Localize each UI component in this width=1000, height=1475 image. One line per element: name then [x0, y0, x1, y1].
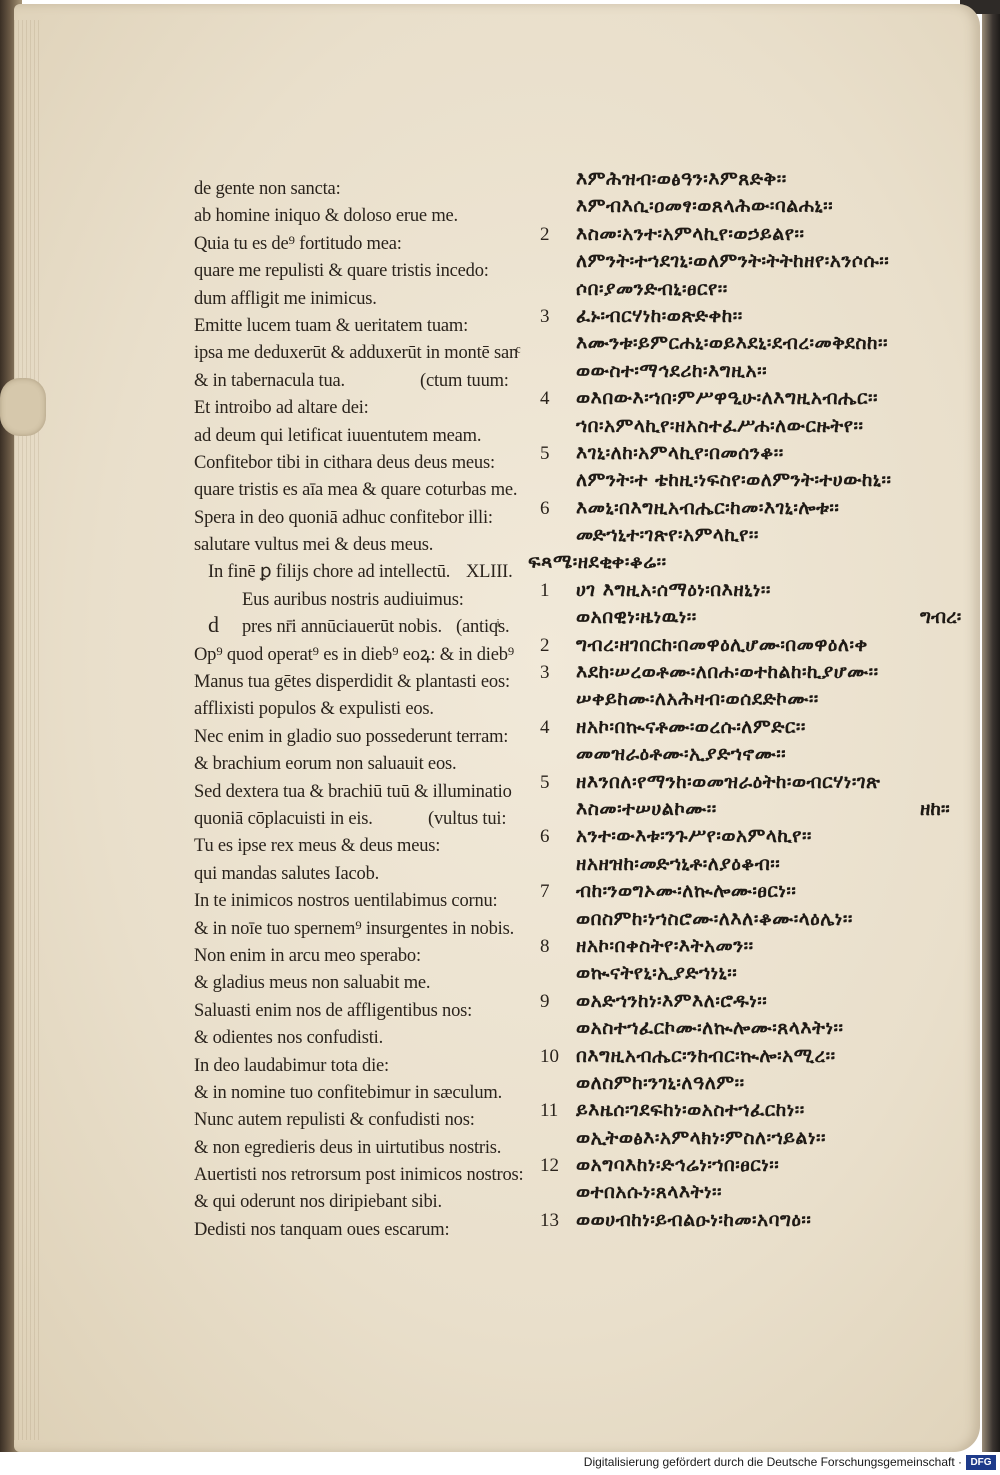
verse-number: 2: [540, 634, 550, 656]
latin-column: [194, 176, 534, 1244]
ethiopic-line-text: ፈኑ፡ብርሃነከ፡ወጽድቀከ፡፡: [576, 304, 743, 327]
ethiopic-line-text: አንተ፡ውእቱ፡ንጉሥየ፡ወአምላኪየ፡፡: [576, 825, 812, 848]
verse-number: 11: [540, 1100, 559, 1122]
book-binding-right: [982, 0, 1000, 1460]
latin-line: [194, 231, 534, 258]
ethiopic-line-text: ሶበ፡ያመንድብኒ፡ፀርየ፡፡: [576, 277, 728, 300]
verse-number: 5: [540, 771, 550, 793]
latin-line: [194, 998, 534, 1025]
drop-initial: d: [208, 612, 219, 637]
verse-number: 5: [540, 442, 550, 464]
latin-line: [194, 751, 534, 778]
ethiopic-line: [540, 1097, 960, 1124]
latin-line-text: In te inimicos nostros uentilabimus cornu:: [194, 891, 498, 912]
ethiopic-line-text: ወኢትወፅእ፡አምላክነ፡ምስለ፡ኀይልነ፡፡: [576, 1126, 826, 1149]
ethiopic-line: [528, 549, 960, 576]
latin-line: [194, 943, 534, 970]
verse-number: 3: [540, 305, 550, 327]
ethiopic-line-text: መድኀኒተ፡ገጽየ፡አምላኪየ፡፡: [576, 524, 759, 547]
latin-line: [194, 395, 534, 422]
verse-number: 6: [540, 497, 550, 519]
ethiopic-line: [540, 632, 960, 659]
latin-line: [194, 614, 534, 641]
verse-number: 12: [540, 1155, 559, 1177]
ethiopic-line: [540, 522, 960, 549]
ethiopic-line-text: ግብረ፡ዘገበርከ፡በመዋዕሊሆሙ፡በመዋዕለ፡ቀ: [576, 633, 868, 656]
ethiopic-line-text: ወአድኀንከነ፡እምእለ፡ሮዱነ፡፡: [576, 989, 768, 1012]
ethiopic-line-text: ሀገ እግዚአ፡ሰማዕነ፡በእዘኒነ፡፡: [576, 578, 771, 601]
latin-line: [194, 1053, 534, 1080]
ethiopic-line: [540, 878, 960, 905]
latin-line: [194, 1135, 534, 1162]
verse-number: 9: [540, 990, 550, 1012]
verse-number: 8: [540, 935, 550, 957]
latin-line: [194, 258, 534, 285]
ethiopic-catchword: ግብረ፡: [920, 606, 962, 629]
ethiopic-line: [540, 577, 960, 604]
ethiopic-line: [540, 988, 960, 1015]
latin-line-text: Auertisti nos retrorsum post inimicos nostros:: [194, 1165, 524, 1186]
latin-line: [194, 505, 534, 532]
ethiopic-line-text: ወተበአሱነ፡ጸላእትነ፡፡: [576, 1181, 723, 1204]
latin-line: [194, 642, 534, 669]
page-tab: [0, 378, 46, 436]
latin-line: [194, 203, 534, 230]
latin-line-text: & non egredieris deus in uirtutibus nostris.: [194, 1137, 502, 1158]
dfg-logo: DFG: [966, 1455, 996, 1470]
latin-line-text: Manus tua gētes disperdidit & plantasti eos:: [194, 672, 510, 693]
ethiopic-line: [540, 276, 960, 303]
latin-line: [194, 587, 534, 614]
latin-line: [194, 1080, 534, 1107]
ethiopic-line-text: ይእዜሰ፡ገደፍከነ፡ወአስተኀፈርከነ፡፡: [576, 1099, 805, 1122]
latin-line-text: Tu es ipse rex meus & deus meus:: [194, 836, 441, 857]
ethiopic-line-text: ወአግባእከነ፡ድኅሬነ፡ኀበ፡ፀርነ፡፡: [576, 1154, 780, 1177]
latin-line-text: & brachium eorum non saluauit eos.: [194, 754, 457, 775]
latin-line: [194, 861, 534, 888]
verse-number: 13: [540, 1209, 559, 1231]
ethiopic-line-text: ዘአኮ፡በኲናቶሙ፡ወረሱ፡ለምድር፡፡: [576, 715, 806, 738]
ethiopic-line: [540, 385, 960, 412]
verse-number: 10: [540, 1045, 559, 1067]
ethiopic-line-text: ዘአዘዝከ፡መድኀኒቶ፡ለያዕቆብ፡፡: [576, 852, 781, 875]
latin-line-text: Quia tu es de⁹ fortitudo mea:: [194, 233, 402, 254]
latin-line-text: salutare vultus mei & deus meus.: [194, 535, 434, 556]
ethiopic-line-text: ብከ፡ንወግኦሙ፡ለኲሎሙ፡ፀርነ፡፡: [576, 880, 797, 903]
latin-line-text: Nunc autem repulisti & confudisti nos:: [194, 1110, 475, 1131]
ethiopic-line: [540, 933, 960, 960]
latin-line: [194, 559, 534, 586]
latin-line-text: & qui oderunt nos diripiebant sibi.: [194, 1192, 442, 1213]
ethiopic-line: [540, 714, 960, 741]
verse-number: 4: [540, 716, 550, 738]
latin-line: [194, 970, 534, 997]
latin-line: [194, 532, 534, 559]
latin-line: [194, 477, 534, 504]
latin-line-text: Dedisti nos tanquam oues escarum:: [194, 1219, 450, 1240]
latin-line: [194, 1107, 534, 1134]
ethiopic-line-text: ፍጻሜ፡ዘደቂቀ፡ቆሬ፡፡: [528, 551, 667, 574]
verse-number: 6: [540, 826, 550, 848]
latin-line: [194, 423, 534, 450]
ethiopic-line-text: እስመ፡ተሠሀልኮሙ፡፡: [576, 797, 717, 820]
latin-line-text: quoniā cōplacuisti in eis.: [194, 808, 373, 829]
latin-line-text: quare me repulisti & quare tristis incedo:: [194, 261, 489, 282]
latin-line-text: Spera in deo quoniā adhuc confitebor illi:: [194, 507, 493, 528]
latin-line-text: ab homine iniquo & doloso erue me.: [194, 206, 458, 227]
ethiopic-line: [540, 221, 960, 248]
ethiopic-line-text: ለምንት፡ተ ቴከዚ፡ነፍስየ፡ወለምንት፡ተሀውከኒ፡፡: [576, 469, 892, 492]
ethiopic-line: [540, 659, 960, 686]
latin-line-text: In deo laudabimur tota die:: [194, 1055, 389, 1076]
latin-line: [194, 450, 534, 477]
ethiopic-line: [540, 1207, 960, 1234]
ethiopic-line: [540, 823, 960, 850]
latin-line-text: de gente non sancta:: [194, 179, 341, 199]
latin-line-text: Emitte lucem tuam & ueritatem tuam:: [194, 315, 469, 336]
ethiopic-line: [540, 960, 960, 987]
ethiopic-line-text: ኀበ፡አምላኪየ፡ዘአስተፈሥሐ፡ለውርዙትየ፡፡: [576, 414, 864, 437]
ethiopic-line: [540, 330, 960, 357]
ethiopic-line-text: ሠቀይከሙ፡ለአሕዛብ፡ወሰደድኮሙ፡፡: [576, 688, 819, 711]
latin-line-text: & odientes nos confudisti.: [194, 1028, 384, 1049]
latin-margin-text: (antiqͥs.: [456, 617, 510, 638]
latin-line: [194, 340, 534, 367]
ethiopic-line: [540, 193, 960, 220]
latin-line-text: qui mandas salutes Iacob.: [194, 863, 380, 884]
ethiopic-line-text: ወበስምከ፡ነኀስሮሙ፡ለእለ፡ቆሙ፡ላዕሌነ፡፡: [576, 907, 853, 930]
latin-line: [194, 176, 534, 203]
ethiopic-line-text: ወለስምከ፡ንገኒ፡ለዓለም፡፡: [576, 1071, 745, 1094]
ethiopic-line-text: እሙንቱ፡ይምርሐኒ፡ወይእደኒ፡ደብረ፡መቅደስከ፡፡: [576, 332, 888, 355]
latin-line-text: ad deum qui letificat iuuentutem meam.: [194, 425, 482, 446]
ethiopic-line-text: ወእበውእ፡ኀበ፡ምሥዋዒሁ፡ለእግዚአብሔር፡፡: [576, 387, 879, 410]
latin-line: [194, 1217, 534, 1244]
verse-number: 3: [540, 662, 550, 684]
ethiopic-line-text: ለምንት፡ተኀደገኒ፡ወለምንት፡ትትከዘየ፡አንሶሱ፡፡: [576, 250, 890, 273]
ethiopic-line: [540, 166, 960, 193]
ethiopic-catchword: ዘከ፡፡: [920, 797, 950, 820]
latin-line-text: afflixisti populos & expulisti eos.: [194, 699, 434, 720]
footer-bar: [0, 1452, 1000, 1475]
ethiopic-line-text: መመዝራዕቶሙ፡ኢያድኀኖሙ፡፡: [576, 743, 787, 766]
latin-line: [194, 916, 534, 943]
latin-line-text: & gladius meus non saluabit me.: [194, 973, 431, 994]
ethiopic-line-text: ወአስተኀፈርኮሙ፡ለኲሎሙ፡ጸላእትነ፡፡: [576, 1017, 844, 1040]
ethiopic-line: [540, 686, 960, 713]
latin-line-text: & in nomine tuo confitebimur in sæculum.: [194, 1082, 503, 1103]
ethiopic-line: [540, 495, 960, 522]
ethiopic-line-text: እምብእሲ፡ዐመፃ፡ወጸላሕው፡ባልሐኒ፡፡: [576, 195, 834, 218]
latin-line: [194, 696, 534, 723]
latin-line: [194, 368, 534, 395]
latin-line: [194, 1162, 534, 1189]
ethiopic-line-text: እመኒ፡በእግዚአብሔር፡ከመ፡እገኒ፡ሎቱ፡፡: [576, 496, 840, 519]
latin-line: [194, 286, 534, 313]
ethiopic-line-text: እደከ፡ሠረወቶሙ፡ለበሐ፡ወተከልከ፡ኪያሆሙ፡፡: [576, 661, 879, 684]
latin-line-text: Sed dextera tua & brachiū tuū & illuminatio: [194, 781, 512, 802]
ethiopic-line: [540, 440, 960, 467]
ethiopic-line: [540, 303, 960, 330]
verse-number: 4: [540, 388, 550, 410]
ethiopic-line-text: እገኒ፡ለከ፡አምላኪየ፡በመሰንቆ፡፡: [576, 441, 784, 464]
latin-line-text: Non enim in arcu meo sperabo:: [194, 945, 421, 966]
ethiopic-column: [528, 166, 962, 1234]
ethiopic-line: [540, 1043, 960, 1070]
footer-credit: Digitalisierung gefördert durch die Deutsche Forschungsgemeinschaft ·: [583, 1455, 962, 1469]
latin-line-text: Eus auribus nostris audiuimus:: [242, 589, 464, 610]
ethiopic-line: [540, 358, 960, 385]
latin-line: [194, 806, 534, 833]
ethiopic-line: [540, 1125, 960, 1152]
ethiopic-line: [540, 1015, 960, 1042]
ethiopic-line: [540, 741, 960, 768]
latin-line-text: Nec enim in gladio suo possederunt terram:: [194, 726, 509, 747]
ethiopic-line-text: እምሕዝብ፡ወፅዓን፡እምጸድቅ፡፡: [576, 168, 787, 190]
ethiopic-line: [540, 851, 960, 878]
ethiopic-line-text: ወውስተ፡ማኅደሪከ፡እግዚአ፡፡: [576, 359, 768, 382]
latin-line-text: pres nr̄i annūciauerūt nobis.: [242, 617, 442, 638]
ethiopic-line-text: ዘአኮ፡በቀስትየ፡እትአመን፡፡: [576, 934, 754, 957]
latin-line: [194, 1025, 534, 1052]
ethiopic-line: [540, 604, 960, 631]
latin-line: [194, 779, 534, 806]
latin-line-text: In finē ꝑ filijs chore ad intellectū.: [208, 562, 451, 583]
latin-line-text: & in noīe tuo spernem⁹ insurgentes in nobis.: [194, 918, 514, 939]
ethiopic-line-text: ዘእንበለ፡የማንከ፡ወመዝራዕትከ፡ወብርሃነ፡ገጽ: [576, 770, 881, 793]
ethiopic-line: [540, 467, 960, 494]
ethiopic-line: [540, 906, 960, 933]
latin-line-text: quare tristis es aīa mea & quare coturbas me.: [194, 480, 518, 501]
ethiopic-line: [540, 1070, 960, 1097]
ethiopic-line: [540, 796, 960, 823]
verse-number: 7: [540, 881, 550, 903]
ethiopic-line: [540, 413, 960, 440]
latin-line-text: Confitebor tibi in cithara deus deus meus:: [194, 452, 495, 473]
latin-line: [194, 888, 534, 915]
latin-line: [194, 669, 534, 696]
latin-line: [194, 833, 534, 860]
latin-line-text: dum affligit me inimicus.: [194, 288, 377, 309]
verse-number: 2: [540, 223, 550, 245]
ethiopic-line: [540, 248, 960, 275]
latin-line: [194, 313, 534, 340]
latin-line-text: ipsa me deduxerūt & adduxerūt in montē sanͨ: [194, 343, 519, 364]
ethiopic-line: [540, 1179, 960, 1206]
page-edges: [14, 20, 40, 1440]
ethiopic-line-text: በእግዚአብሔር፡ንከብር፡ኲሎ፡አሚረ፡፡: [576, 1044, 836, 1067]
latin-line-text: Saluasti enim nos de affligentibus nos:: [194, 1000, 473, 1021]
latin-line-text: & in tabernacula tua.: [194, 370, 345, 391]
ethiopic-line: [540, 1152, 960, 1179]
latin-line: [194, 1189, 534, 1216]
ethiopic-line-text: ወኲናትየኒ፡ኢያድኀነኒ፡፡: [576, 962, 738, 985]
ethiopic-line: [540, 769, 960, 796]
latin-margin-text: XLIII.: [466, 562, 513, 583]
verse-number: 1: [540, 579, 550, 601]
ethiopic-line-text: እስመ፡አንተ፡አምላኪየ፡ወኃይልየ፡፡: [576, 222, 805, 245]
latin-margin-text: (ctum tuum:: [420, 370, 509, 391]
latin-line-text: Op⁹ quod operat⁹ es in dieb⁹ eoꝝ: & in dieb⁹: [194, 644, 515, 665]
ethiopic-line-text: ወአበዊነ፡ዜነዉነ፡፡: [576, 606, 697, 629]
latin-line-text: Et introibo ad altare dei:: [194, 398, 369, 419]
latin-margin-text: (vultus tui:: [428, 808, 507, 829]
latin-line: [194, 724, 534, 751]
ethiopic-line-text: ወወሀብከነ፡ይብልዑነ፡ከመ፡አባግዕ፡፡: [576, 1208, 812, 1231]
